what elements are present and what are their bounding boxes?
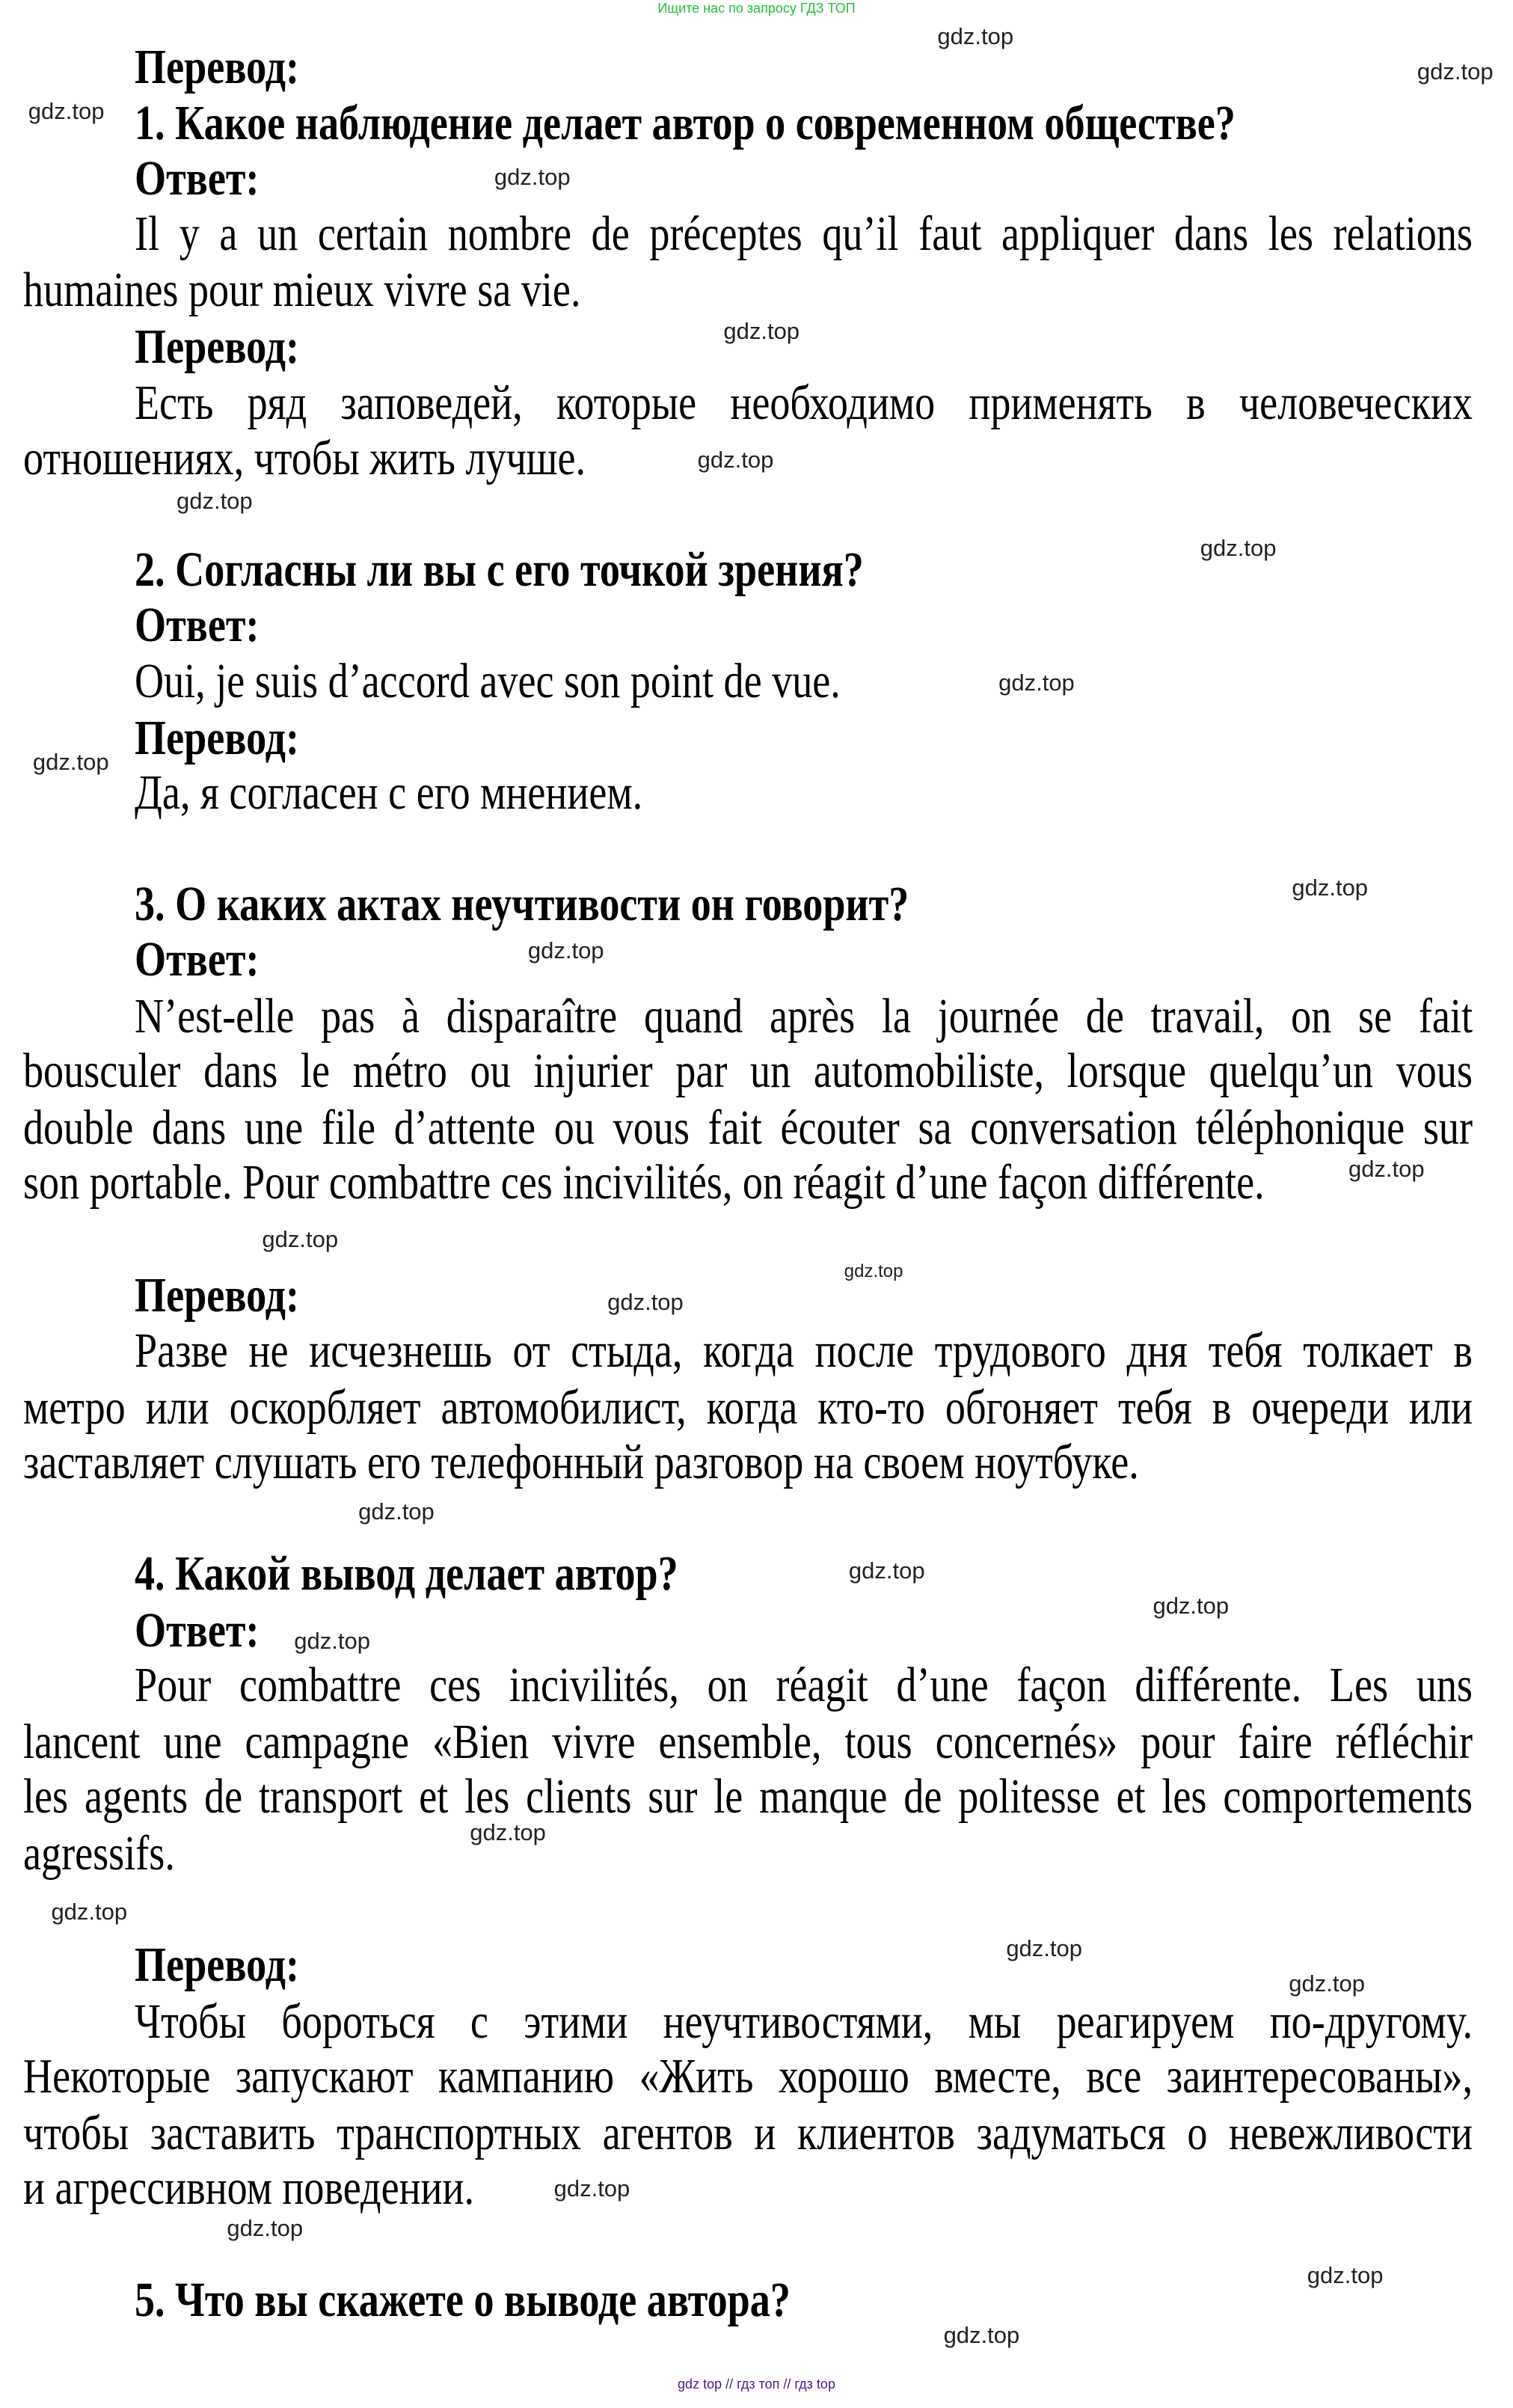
watermark-text: gdz.top: [294, 1628, 370, 1655]
heading-line: Перевод:: [135, 1268, 300, 1323]
watermark-text: gdz.top: [937, 23, 1014, 50]
text-line: Некоторые запускают кампанию «Жить хорошо вместе, все заинтересованы»,: [23, 2049, 1473, 2104]
watermark-text: gdz.top: [227, 2214, 304, 2241]
watermark-text: gdz.top: [723, 318, 800, 345]
text-line: lancent une campagne «Bien vivre ensemble, tous concernés» pour faire réfléchir: [23, 1715, 1473, 1769]
heading-line: 2. Согласны ли вы с его точкой зрения?: [135, 542, 864, 597]
watermark-text: gdz.top: [1006, 1934, 1083, 1961]
text-line: Разве не исчезнешь от стыда, когда после трудового дня тебя толкает в: [134, 1323, 1473, 1378]
text-line: Да, я согласен с его мнением.: [135, 765, 643, 820]
text-line: чтобы заставить транспортных агентов и клиентов задуматься о невежливости: [23, 2106, 1473, 2160]
text-line: Il y a un certain nombre de préceptes qu’il faut appliquer dans les relations: [134, 206, 1473, 261]
watermark-text: gdz.top: [527, 937, 604, 963]
top-banner: Ищите нас по запросу ГДЗ ТОП: [657, 1, 856, 16]
heading-line: Перевод:: [135, 319, 300, 374]
heading-line: Ответ:: [135, 151, 260, 206]
text-line: bousculer dans le métro ou injurier par un automobiliste, lorsque quelqu’un vous: [23, 1044, 1473, 1098]
watermark-text: gdz.top: [1417, 58, 1494, 85]
text-line: son portable. Pour combattre ces incivilités, on réagit d’une façon différente.: [23, 1155, 1265, 1210]
text-line: и агрессивном поведении.: [23, 2160, 475, 2215]
text-line: Есть ряд заповедей, которые необходимо применять в человеческих: [134, 376, 1473, 430]
watermark-text: gdz.top: [943, 2321, 1020, 2348]
watermark-text: gdz.top: [607, 1288, 684, 1315]
heading-line: Перевод:: [135, 40, 300, 94]
text-line: метро или оскорбляет автомобилист, когда кто-то обгоняет тебя в очереди или: [23, 1380, 1473, 1435]
watermark-text: gdz.top: [553, 2175, 630, 2202]
watermark-text: gdz.top: [470, 1819, 546, 1845]
heading-line: 1. Какое наблюдение делает автор о современном обществе?: [135, 96, 1236, 150]
heading-line: 5. Что вы скажете о выводе автора?: [135, 2273, 791, 2327]
heading-line: Перевод:: [135, 711, 300, 765]
watermark-text: gdz.top: [697, 446, 774, 473]
text-line: Чтобы бороться с этими неучтивостями, мы реагируем по-другому.: [134, 1994, 1473, 2049]
watermark-text: gdz.top: [1307, 2262, 1384, 2289]
heading-line: Перевод:: [135, 1937, 300, 1992]
watermark-text: gdz.top: [1153, 1593, 1230, 1620]
watermark-text: gdz.top: [844, 1260, 903, 1281]
watermark-text: gdz.top: [28, 98, 105, 125]
watermark-text: gdz.top: [494, 163, 571, 190]
text-line: N’est-elle pas à disparaître quand après la journée de travail, on se fait: [134, 989, 1473, 1044]
heading-line: 3. О каких актах неучтивости он говорит?: [135, 877, 909, 931]
watermark-text: gdz.top: [32, 749, 109, 776]
watermark-text: gdz.top: [262, 1225, 339, 1252]
watermark-text: gdz.top: [998, 670, 1075, 696]
watermark-text: gdz.top: [1289, 1970, 1365, 1997]
text-line: agressifs.: [23, 1826, 175, 1881]
watermark-text: gdz.top: [1292, 874, 1369, 901]
text-line: Oui, je suis d’accord avec son point de vue.: [135, 654, 841, 708]
text-line: Pour combattre ces incivilités, on réagit d’une façon différente. Les uns: [134, 1658, 1473, 1712]
heading-line: Ответ:: [135, 598, 260, 652]
text-line: humaines pour mieux vivre sa vie.: [23, 263, 581, 317]
bottom-banner: gdz top // гдз топ // гдз top: [678, 2377, 835, 2392]
heading-line: Ответ:: [135, 1603, 260, 1658]
watermark-text: gdz.top: [1348, 1155, 1425, 1182]
watermark-text: gdz.top: [176, 488, 253, 515]
text-line: double dans une file d’attente ou vous fait écouter sa conversation téléphonique sur: [23, 1100, 1473, 1155]
watermark-text: gdz.top: [358, 1498, 435, 1525]
text-line: заставляет слушать его телефонный разговор на своем ноутбуке.: [23, 1435, 1139, 1489]
text-line: отношениях, чтобы жить лучше.: [23, 431, 586, 485]
watermark-text: gdz.top: [51, 1898, 128, 1925]
heading-line: 4. Какой вывод делает автор?: [135, 1546, 678, 1601]
text-line: les agents de transport et les clients sur le manque de politesse et les comportements: [23, 1769, 1473, 1824]
watermark-text: gdz.top: [1200, 535, 1277, 562]
watermark-text: gdz.top: [848, 1557, 925, 1584]
heading-line: Ответ:: [135, 932, 260, 987]
